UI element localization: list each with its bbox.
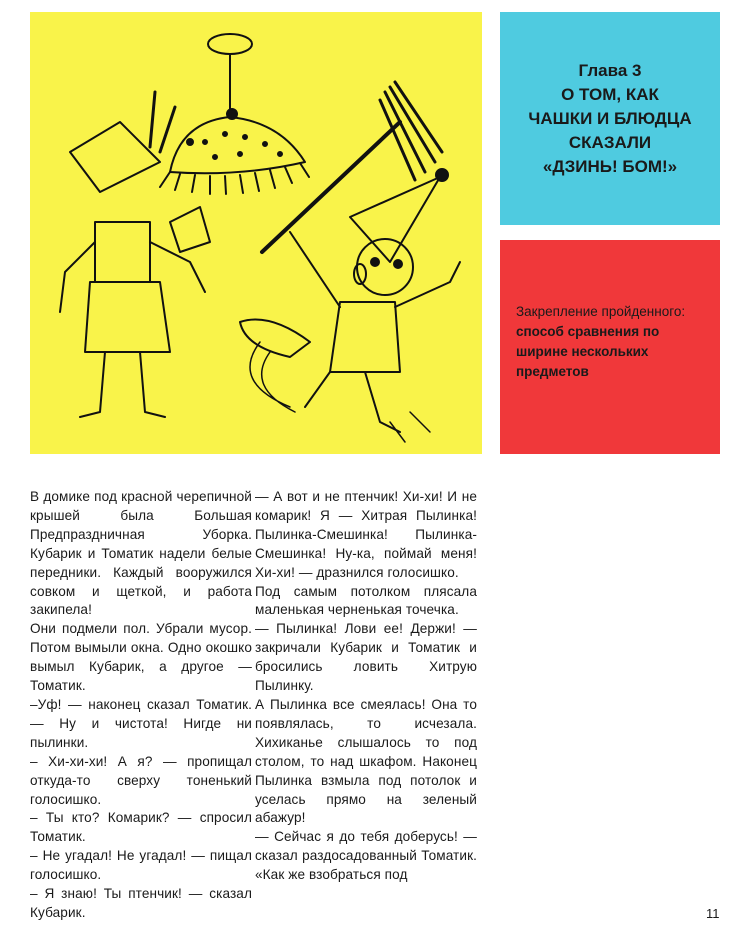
chapter-title-line-2: ЧАШКИ И БЛЮДЦА	[528, 108, 692, 128]
chapter-title-line-1: О ТОМ, КАК	[561, 84, 659, 104]
paragraph: — А вот и не птенчик! Хи-хи! И не комарик! Я — Хитрая Пылинка! Пылинка-Смешинка! Пылинка-Смешинка! Ну-ка, поймай меня! Хи-хи! — дразнился голосишко.	[255, 489, 477, 580]
paragraph: — Пылинка! Лови ее! Держи! — закричали Кубарик и Томатик и бросились ловить Хитрую Пылинку.	[255, 621, 477, 694]
paragraph: –Уф! — наконец сказал Томатик. — Ну и чистота! Нигде ни пылинки.	[30, 696, 252, 750]
paragraph: – Я знаю! Ты птенчик! — сказал Кубарик.	[30, 886, 252, 920]
paragraph: – Хи-хи-хи! А я? — пропищал откуда-то сверху тоненький голосишко.	[30, 753, 252, 807]
paragraph: А Пылинка все смеялась! Она то появлялась, то исчезала. Хихиканье слышалось то под столом, то над шкафом. Наконец Пылинка взмыла под потолок и уселась прямо на зеленый абажур!	[255, 696, 477, 826]
lesson-goal-box	[500, 240, 720, 454]
chapter-label: Глава 3	[578, 60, 642, 80]
paragraph: Под самым потолком плясала маленькая черненькая точечка.	[255, 583, 477, 618]
chapter-title-line-4: «ДЗИНЬ! БОМ!»	[542, 156, 678, 176]
paragraph: В домике под красной черепичной крышей была Большая Предпраздничная Уборка. Кубарик и Томатик надели белые передники. Каждый вооружился совком и щеткой, и работа закипела!	[30, 489, 252, 618]
paragraph: — Сейчас я до тебя доберусь! — сказал раздосадованный Томатик. «Как же взобраться под	[255, 829, 477, 883]
paragraph: – Не угадал! Не угадал! — пищал голосишко.	[30, 848, 252, 883]
story-column-left	[30, 488, 252, 923]
illustration-drawing	[30, 12, 482, 454]
page-number: 11	[706, 906, 720, 921]
paragraph: Они подмели пол. Убрали мусор. Потом вымыли окна. Одно окошко вымыл Кубарик, а другое — Томатик.	[30, 621, 252, 694]
lesson-goal-bold: способ сравнения по ширине нескольких предметов	[516, 324, 660, 379]
lesson-goal-regular: Закрепление пройденного:	[516, 304, 686, 319]
paragraph: – Ты кто? Комарик? — спросил Томатик.	[30, 810, 252, 845]
chapter-heading-box	[500, 12, 720, 225]
story-column-right	[255, 488, 477, 885]
chapter-title-line-3: СКАЗАЛИ	[568, 132, 652, 152]
illustration-panel	[30, 12, 482, 454]
